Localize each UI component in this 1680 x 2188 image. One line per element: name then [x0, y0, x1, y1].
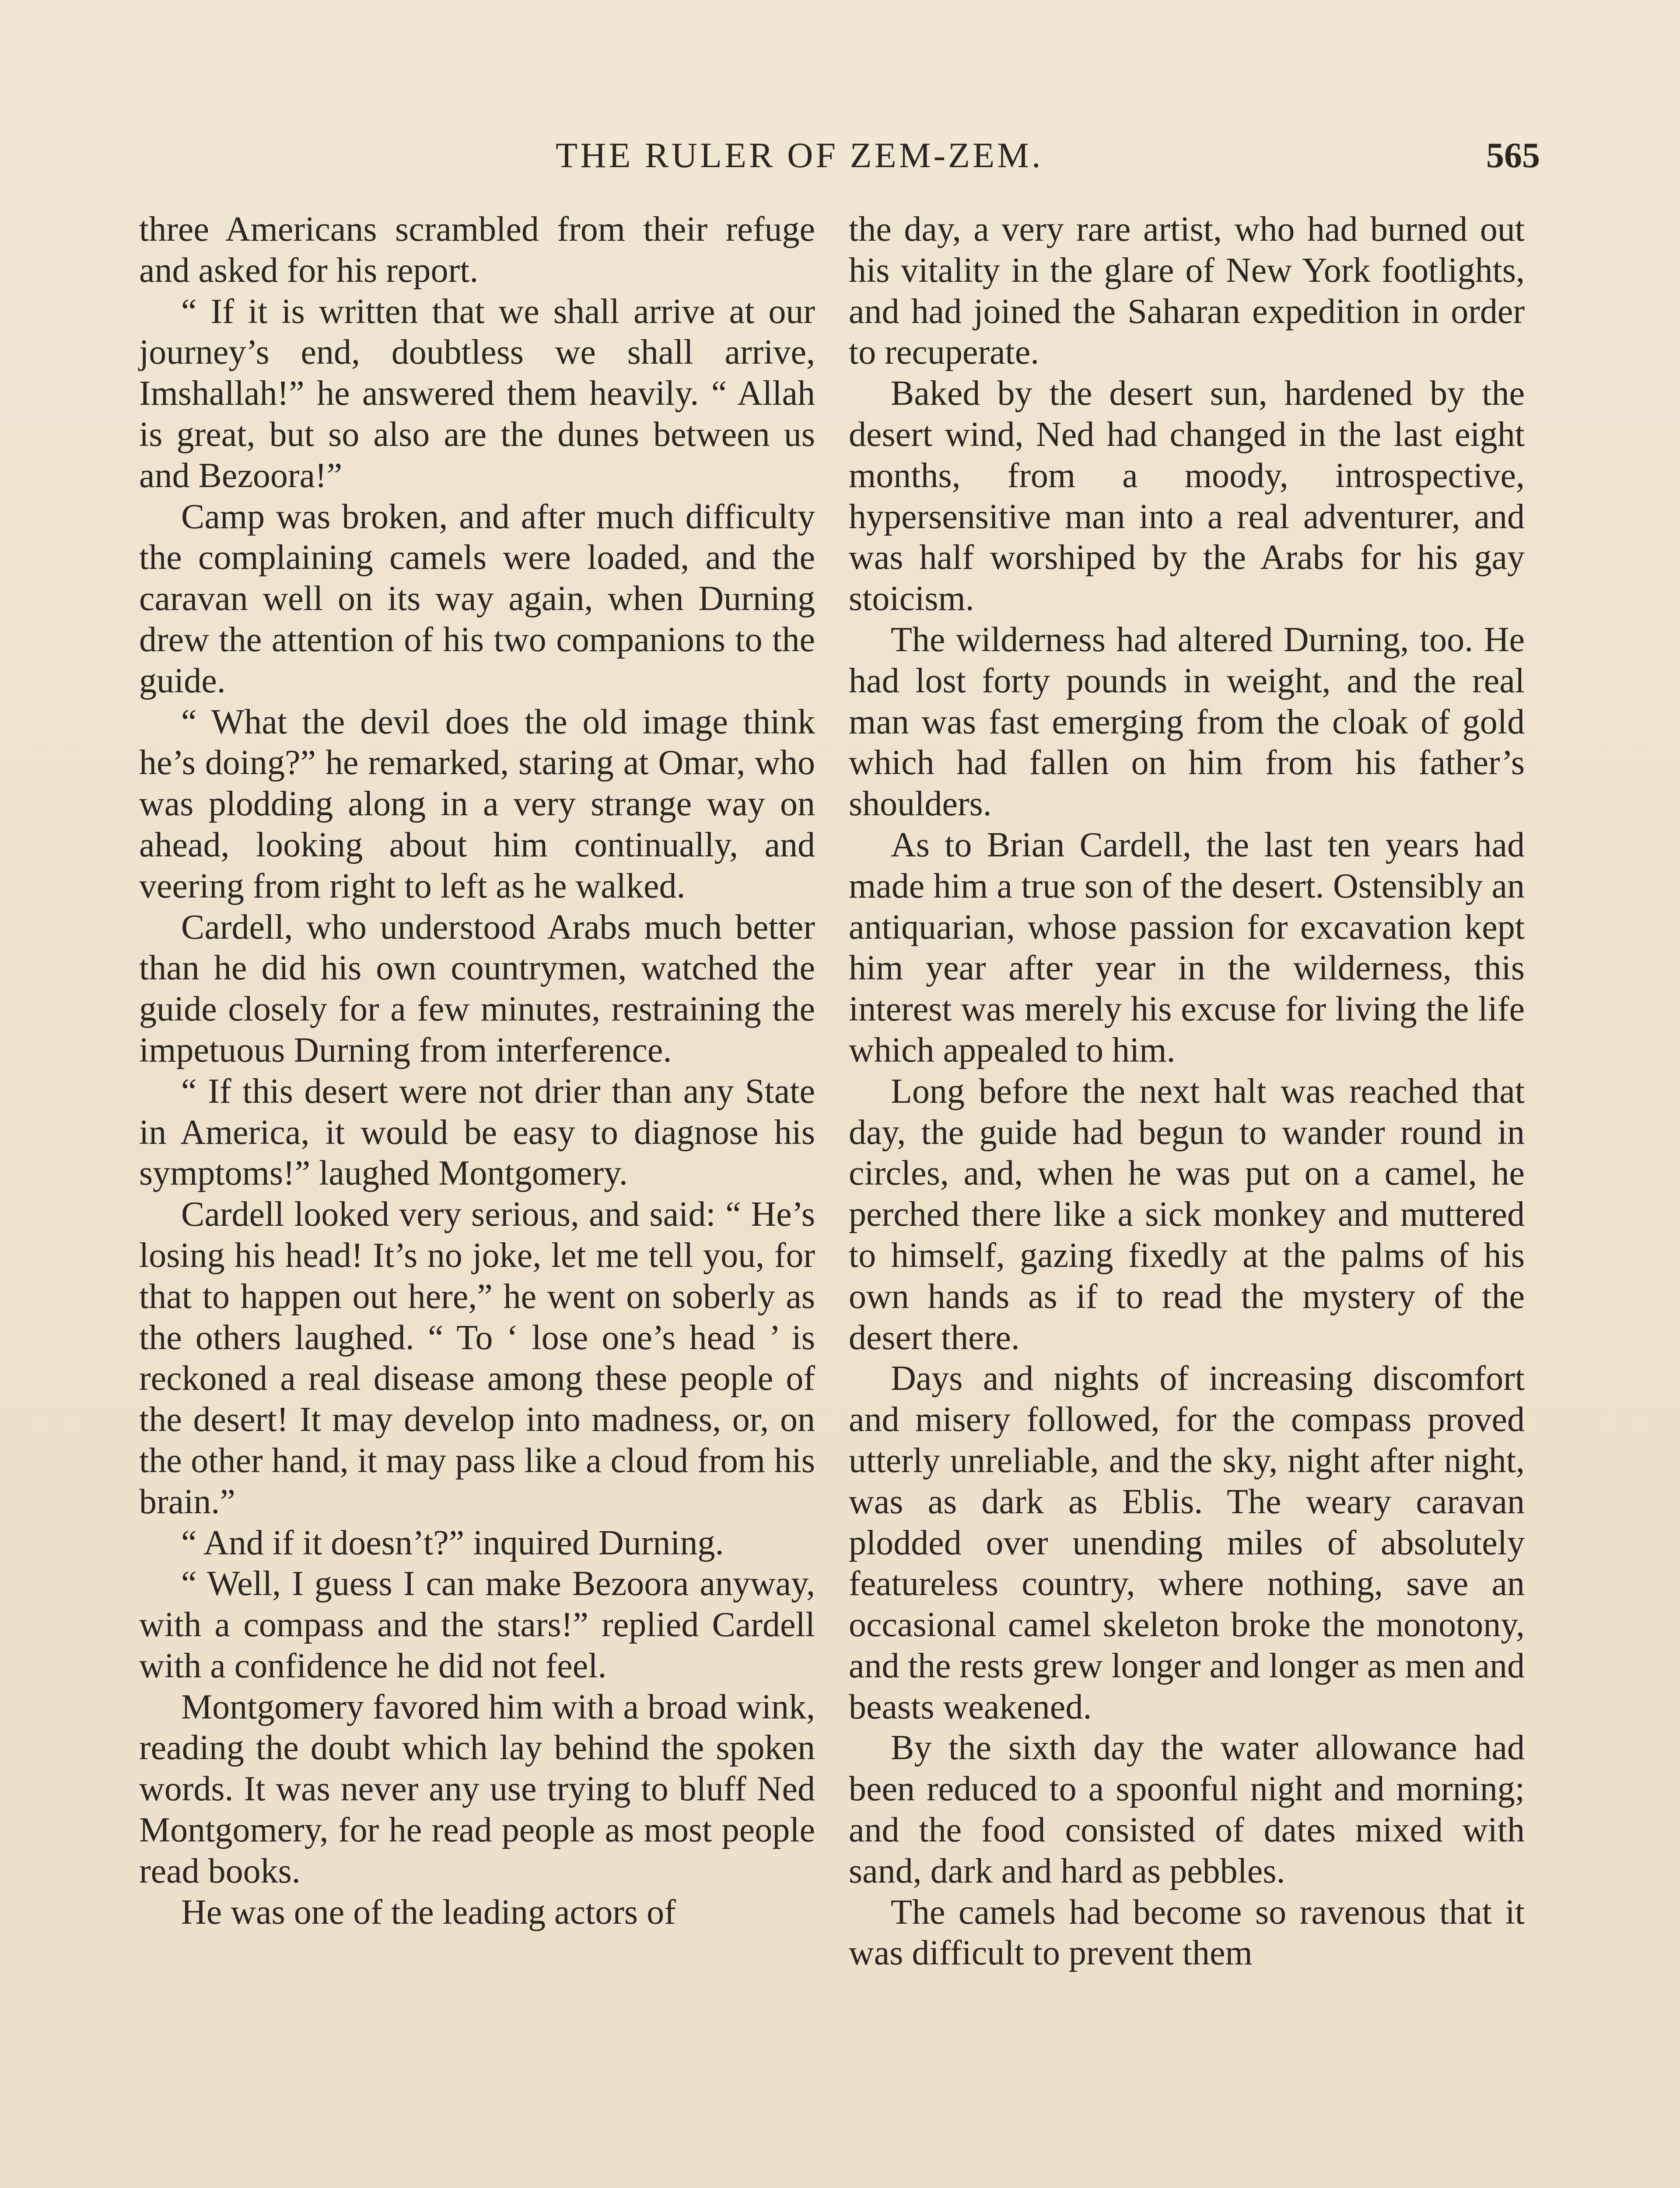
paragraph: “ Well, I guess I can make Bezoora anyway, with a compass and the stars!” replied Cardell with a confidence he did not feel. — [139, 1564, 815, 1685]
page-header — [131, 131, 1540, 179]
left-text-column — [139, 209, 815, 1933]
paragraph: The camels had become so ravenous that it was difficult to prevent them — [849, 1893, 1525, 1973]
paragraph: Cardell, who understood Arabs much better than he did his own countrymen, watched the guide closely for a few minutes, restraining the impetuous Durning from interference. — [139, 908, 815, 1069]
page-number: 565 — [1486, 135, 1540, 175]
paragraph: By the sixth day the water allowance had been reduced to a spoonful night and morning; and the food consisted of dates mixed with sand, dark and hard as pebbles. — [849, 1729, 1525, 1890]
paragraph: Montgomery favored him with a broad wink, reading the doubt which lay behind the spoken words. It was never any use trying to bluff Ned Montgomery, for he read people as most people read books. — [139, 1687, 815, 1890]
paragraph: The wilderness had altered Durning, too. He had lost forty pounds in weight, and the real man was fast emerging from the cloak of gold which had fallen on him from his father’s shoulders. — [849, 620, 1525, 824]
paragraph: Long before the next halt was reached that day, the guide had begun to wander round in circles, and, when he was put on a camel, he perched there like a sick monkey and muttered to himself, gazing fixedly at the palms of his own hands as if to read the mystery of the desert there. — [849, 1072, 1525, 1357]
paragraph: three Americans scrambled from their refuge and asked for his report. — [139, 210, 815, 290]
paragraph: Camp was broken, and after much difficulty the complaining camels were loaded, and the caravan well on its way again, when Durning drew the attention of his two companions to the guide. — [139, 497, 815, 700]
paragraph: As to Brian Cardell, the last ten years had made him a true son of the desert. Ostensibly an antiquarian, whose passion for excavation kept him year after year in the wilderness, this interest was merely his excuse for living the life which appealed to him. — [849, 825, 1525, 1069]
right-text-column — [849, 209, 1525, 1974]
paragraph: Days and nights of increasing discomfort and misery followed, for the compass proved utterly unreliable, and the sky, night after night, was as dark as Eblis. The weary caravan plodded over unending miles of absolutely featureless country, where nothing, save an occasional camel skeleton broke the monotony, and the rests grew longer and longer as men and beasts weakened. — [849, 1359, 1525, 1726]
paragraph: “ If it is written that we shall arrive at our journey’s end, doubtless we shall arrive, Imshallah!” he answered them heavily. “ Allah is great, but so also are the dunes between us and Bezoora!” — [139, 292, 815, 495]
paragraph: Cardell looked very serious, and said: “ He’s losing his head! It’s no joke, let me tell you, for that to happen out here,” he went on soberly as the others laughed. “ To ‘ lose one’s head ’ is reckoned a real disease among these people of the desert! It may develop into madness, or, on the other hand, it may pass like a cloud from his brain.” — [139, 1195, 815, 1521]
paragraph: Baked by the desert sun, hardened by the desert wind, Ned had changed in the last eight months, from a moody, introspective, hypersensitive man into a real adventurer, and was half worshiped by the Arabs for his gay stoicism. — [849, 374, 1525, 618]
paragraph: “ What the devil does the old image think he’s doing?” he remarked, staring at Omar, who was plodding along in a very strange way on ahead, looking about him continually, and veering from right to left as he walked. — [139, 702, 815, 905]
paragraph: He was one of the leading actors of — [181, 1893, 676, 1932]
running-title: THE RULER OF ZEM-ZEM. — [556, 135, 1043, 175]
paragraph: “ If this desert were not drier than any State in America, it would be easy to diagnose his symptoms!” laughed Montgomery. — [139, 1072, 815, 1193]
paragraph: “ And if it doesn’t?” inquired Durning. — [181, 1523, 724, 1562]
paragraph: the day, a very rare artist, who had burned out his vitality in the glare of New York footlights, and had joined the Saharan expedition in order to recuperate. — [849, 210, 1525, 372]
